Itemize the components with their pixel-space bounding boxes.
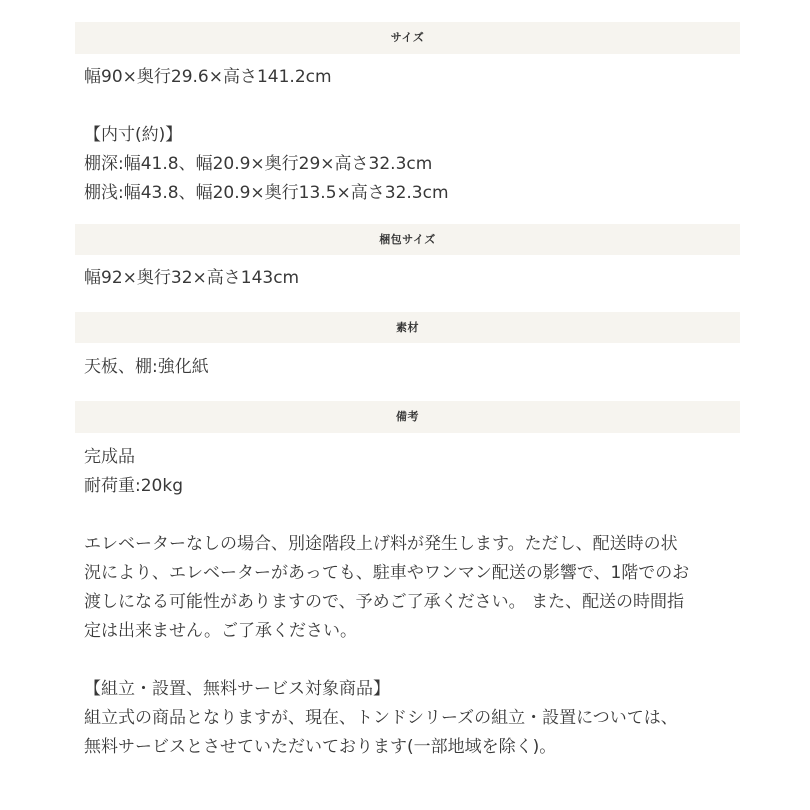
notes-assembly-heading: 【組立・設置、無料サービス対象商品】 (84, 679, 390, 699)
section-body-material (84, 353, 740, 382)
material-text: 天板、棚:強化紙 (84, 357, 209, 377)
spacer (84, 501, 740, 530)
section-header-package-size: 梱包サイズ (75, 224, 740, 255)
size-outer-dimensions: 幅90×奥行29.6×高さ141.2cm (84, 67, 332, 87)
notes-delivery-line-3: 渡しになる可能性がありますので、予めご了承ください。 また、配送の時間指 (84, 592, 685, 612)
inner-dimensions-shallow-shelf: 棚浅:幅43.8、幅20.9×奥行13.5×高さ32.3cm (84, 183, 449, 203)
spacer (84, 92, 740, 121)
spacer (84, 646, 740, 675)
inner-dimensions-heading: 【内寸(約)】 (84, 125, 183, 145)
notes-delivery-line-2: 況により、エレベーターがあっても、駐車やワンマン配送の影響で、1階でのお (84, 563, 690, 583)
inner-dimensions-deep-shelf: 棚深:幅41.8、幅20.9×奥行29×高さ32.3cm (84, 154, 433, 174)
section-header-size: サイズ (75, 22, 740, 54)
section-body-notes (84, 443, 740, 762)
notes-load-capacity: 耐荷重:20kg (84, 476, 183, 496)
section-header-material: 素材 (75, 312, 740, 343)
section-body-package-size (84, 264, 740, 293)
notes-assembly-line-1: 組立式の商品となりますが、現在、トンドシリーズの組立・設置については、 (84, 708, 678, 728)
section-body-size (84, 63, 740, 208)
notes-delivery-line-4: 定は出来ません。ご了承ください。 (84, 621, 358, 641)
notes-delivery-line-1: エレベーターなしの場合、別途階段上げ料が発生します。ただし、配送時の状 (84, 534, 678, 554)
notes-assembly-line-2: 無料サービスとさせていただいております(一部地域を除く)。 (84, 737, 557, 757)
section-header-notes: 備考 (75, 401, 740, 433)
package-dimensions: 幅92×奥行32×高さ143cm (84, 268, 300, 288)
notes-completed-product: 完成品 (84, 447, 135, 467)
